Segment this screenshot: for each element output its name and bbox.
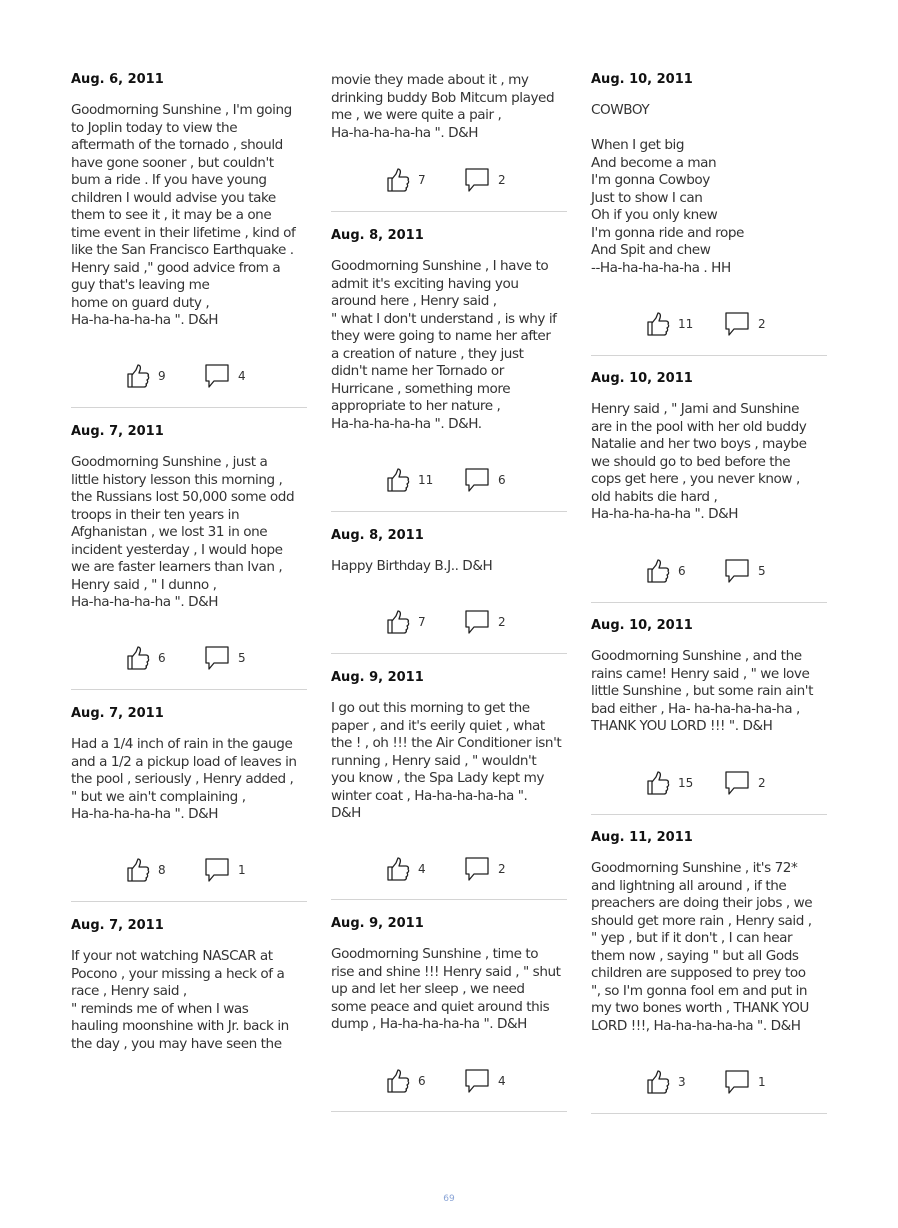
post-stats [331,609,567,639]
comment-button[interactable] [204,857,246,883]
comment-count: 5 [758,564,766,578]
comment-button[interactable] [724,558,766,584]
post-date: Aug. 10, 2011 [591,371,693,386]
post-date: Aug. 11, 2011 [591,830,693,845]
post-date: Aug. 6, 2011 [71,72,164,87]
post-stats [331,467,567,497]
comment-button[interactable] [724,770,766,796]
post-stats [331,167,567,197]
comment-icon [204,857,230,883]
comment-button[interactable] [464,609,506,635]
post-stats [331,856,567,886]
comment-count: 2 [758,776,766,790]
post-stats [591,1069,827,1099]
post-date: Aug. 8, 2011 [331,228,424,243]
comment-count: 4 [238,369,246,383]
comment-icon [724,311,750,337]
divider [71,901,307,902]
post-text: Goodmorning Sunshine , I have to admit it's exciting having you around here , Henry said , " what I don't understand , is why if they were going to name her after a creation of nature , they just didn't name her Tornado or Hurricane , something more appropriate to her nature , Ha-ha-ha-ha-ha ". D&H. [331,258,557,432]
comment-count: 2 [758,317,766,331]
post-card [71,918,307,1053]
like-button[interactable] [126,645,166,671]
comment-count: 1 [238,863,246,877]
comment-button[interactable] [724,311,766,337]
thumbs-up-icon [646,558,670,584]
thumbs-up-icon [386,467,410,493]
comment-button[interactable] [464,856,506,882]
comment-icon [204,363,230,389]
divider [331,653,567,654]
comment-icon [724,1069,750,1095]
comment-icon [464,1068,490,1094]
like-count: 15 [678,776,694,790]
post-stats [591,770,827,800]
divider [591,602,827,603]
post-card [591,830,827,1035]
post-date: Aug. 7, 2011 [71,424,164,439]
post-card-continued [331,72,567,142]
divider [331,211,567,212]
comment-icon [204,645,230,671]
post-stats [71,363,307,393]
like-count: 7 [418,615,426,629]
post-date: Aug. 10, 2011 [591,72,693,87]
comment-icon [724,558,750,584]
post-stats [591,558,827,588]
comment-button[interactable] [464,167,506,193]
post-stats [71,645,307,675]
comment-button[interactable] [464,467,506,493]
thumbs-up-icon [386,609,410,635]
comment-icon [464,856,490,882]
post-card [331,228,567,433]
post-text: Goodmorning Sunshine , and the rains came! Henry said , " we love little Sunshine , but some rain ain't bad either , Ha- ha-ha-ha-ha-ha , THANK YOU LORD !!! ". D&H [591,648,813,734]
post-card [71,706,307,824]
post-text: Happy Birthday B.J.. D&H [331,558,493,574]
post-date: Aug. 9, 2011 [331,670,424,685]
like-button[interactable] [386,1068,426,1094]
comment-icon [724,770,750,796]
page-number: 69 [443,1194,455,1204]
comment-count: 1 [758,1075,766,1089]
divider [331,899,567,900]
thumbs-up-icon [126,857,150,883]
thumbs-up-icon [646,770,670,796]
post-text: movie they made about it , my drinking buddy Bob Mitcum played me , we were quite a pair , Ha-ha-ha-ha-ha ". D&H [331,72,555,141]
post-text: COWBOY When I get big And become a man I'm gonna Cowboy Just to show I can Oh if you only knew I'm gonna ride and rope And Spit and chew --Ha-ha-ha-ha-ha . HH [591,102,744,276]
like-button[interactable] [386,856,426,882]
post-date: Aug. 8, 2011 [331,528,424,543]
thumbs-up-icon [126,363,150,389]
thumbs-up-icon [386,167,410,193]
post-card [331,916,567,1034]
comment-count: 5 [238,651,246,665]
like-count: 6 [678,564,686,578]
post-date: Aug. 7, 2011 [71,706,164,721]
like-button[interactable] [646,558,686,584]
post-text: Goodmorning Sunshine , just a little history lesson this morning , the Russians lost 50,000 some odd troops in their ten years in Afghanistan , we lost 31 in one incident yesterday , I would hope we are faster learners than Ivan , Henry said , " I dunno , Ha-ha-ha-ha-ha ". D&H [71,454,295,610]
like-count: 11 [418,473,434,487]
post-card [591,371,827,524]
like-count: 4 [418,862,426,876]
comment-count: 2 [498,173,506,187]
like-button[interactable] [646,311,693,337]
comment-button[interactable] [204,645,246,671]
post-date: Aug. 9, 2011 [331,916,424,931]
like-count: 3 [678,1075,686,1089]
thumbs-up-icon [646,1069,670,1095]
post-card [71,424,307,612]
post-stats [71,857,307,887]
comment-count: 2 [498,862,506,876]
comment-icon [464,467,490,493]
comment-button[interactable] [204,363,246,389]
post-card [331,528,567,576]
comment-icon [464,609,490,635]
thumbs-up-icon [126,645,150,671]
like-count: 6 [418,1074,426,1088]
comment-button[interactable] [724,1069,766,1095]
post-text: Goodmorning Sunshine , I'm going to Joplin today to view the aftermath of the tornado , should have gone sooner , but couldn't bum a ride . If you have young children I would advise you take them to see it , it may be a one time event in their lifetime , kind of like the San Francisco Earthquake . Henry said ," good advice from a guy that's leaving me home on guard duty , Ha-ha-ha-ha-ha ". D&H [71,102,296,328]
divider [591,355,827,356]
divider [591,814,827,815]
like-button[interactable] [386,609,426,635]
post-card [71,72,307,330]
post-stats [331,1068,567,1098]
like-button[interactable] [386,167,426,193]
comment-button[interactable] [464,1068,506,1094]
like-button[interactable] [386,467,433,493]
post-card [331,670,567,823]
comment-icon [464,167,490,193]
thumbs-up-icon [646,311,670,337]
like-count: 9 [158,369,166,383]
post-text: Had a 1/4 inch of rain in the gauge and a 1/2 a pickup load of leaves in the pool , seriously , Henry added , " but we ain't complaining , Ha-ha-ha-ha-ha ". D&H [71,736,297,822]
post-card [591,72,827,277]
thumbs-up-icon [386,856,410,882]
post-text: Goodmorning Sunshine , time to rise and shine !!! Henry said , " shut up and let her sleep , we need some peace and quiet around this dump , Ha-ha-ha-ha-ha ". D&H [331,946,561,1032]
divider [591,1113,827,1114]
like-button[interactable] [126,857,166,883]
divider [331,511,567,512]
divider [71,407,307,408]
thumbs-up-icon [386,1068,410,1094]
post-text: Goodmorning Sunshine , it's 72* and lightning all around , if the preachers are doing their jobs , we should get more rain , Henry said , " yep , but if it don't , I can hear them now , saying " but all Gods children are supposed to prey too ", so I'm gonna fool em and put in my two bones worth , THANK YOU LORD !!!, Ha-ha-ha-ha-ha ". D&H [591,860,813,1034]
post-text: Henry said , " Jami and Sunshine are in the pool with her old buddy Natalie and her two boys , maybe we should go to bed before the cops get here , you never know , old habits die hard , Ha-ha-ha-ha-ha ". D&H [591,401,807,522]
comment-count: 6 [498,473,506,487]
like-button[interactable] [126,363,166,389]
post-text: I go out this morning to get the paper , and it's eerily quiet , what the ! , oh !!! the Air Conditioner isn't running , Henry said , " wouldn't you know , the Spa Lady kept my winter coat , Ha-ha-ha-ha-ha ". D&H [331,700,562,821]
post-date: Aug. 7, 2011 [71,918,164,933]
like-count: 6 [158,651,166,665]
post-date: Aug. 10, 2011 [591,618,693,633]
like-button[interactable] [646,1069,686,1095]
divider [71,689,307,690]
comment-count: 4 [498,1074,506,1088]
like-count: 8 [158,863,166,877]
like-button[interactable] [646,770,693,796]
comment-count: 2 [498,615,506,629]
like-count: 11 [678,317,694,331]
divider [331,1111,567,1112]
like-count: 7 [418,173,426,187]
post-text: If your not watching NASCAR at Pocono , your missing a heck of a race , Henry said , " reminds me of when I was hauling moonshine with Jr. back in the day , you may have seen the [71,948,289,1052]
post-card [591,618,827,736]
post-stats [591,311,827,341]
